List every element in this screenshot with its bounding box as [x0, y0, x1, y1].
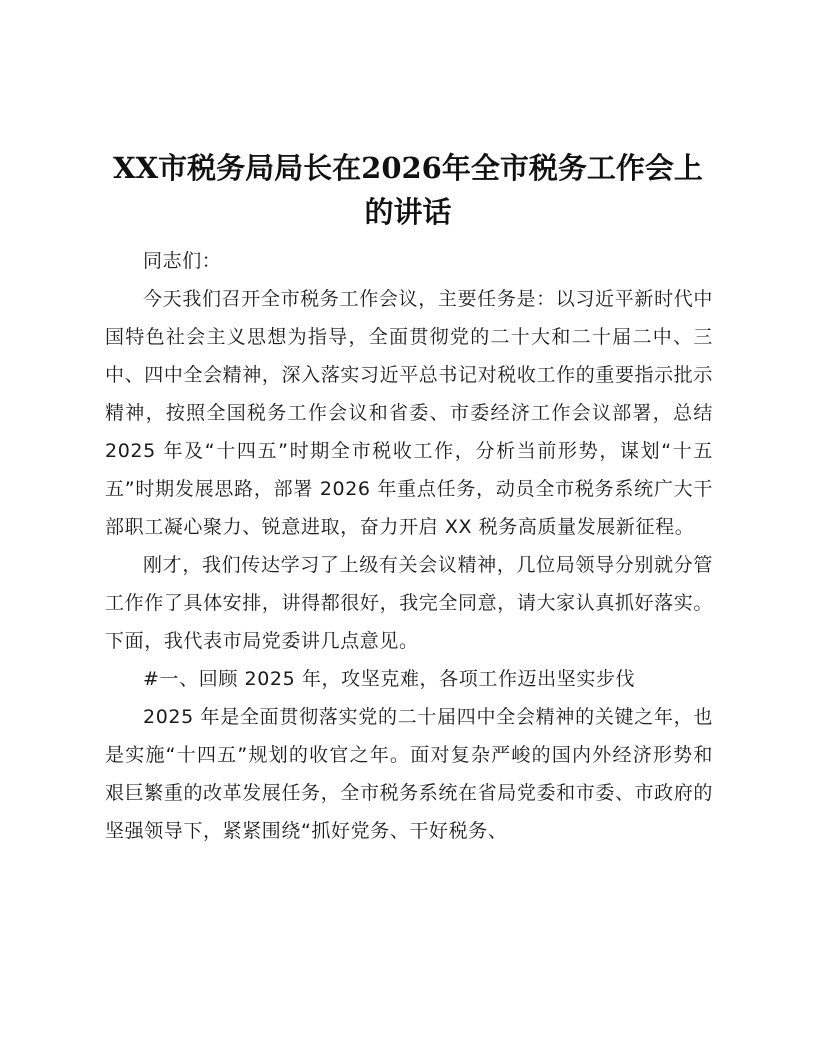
transition-paragraph: 刚才，我们传达学习了上级有关会议精神，几位局领导分别就分管工作作了具体安排，讲得都很好，我完全同意，请大家认真抓好落实。下面，我代表市局党委讲几点意见。 [105, 554, 713, 652]
review-paragraph: 2025 年是全面贯彻落实党的二十届四中全会精神的关键之年，也是实施“十四五”规划的收官之年。面对复杂严峻的国内外经济形势和艰巨繁重的改革发展任务，全市税务系统在省局党委和市委、市政府的坚强领导下，紧紧围绕“抓好党务、干好税务、 [105, 706, 713, 842]
document-title-line-2: 的讲话 [364, 195, 452, 229]
salutation-paragraph: 同志们： [143, 250, 222, 272]
document-title-line-1: XX市税务局局长在2026年全市税务工作会上 [113, 151, 703, 185]
document-body [105, 242, 713, 850]
document-title [100, 146, 716, 234]
section-heading: #一、回顾 2025 年，攻坚克难，各项工作迈出坚实步伐 [143, 668, 636, 690]
intro-paragraph: 今天我们召开全市税务工作会议，主要任务是：以习近平新时代中国特色社会主义思想为指导，全面贯彻党的二十大和二十届二中、三中、四中全会精神，深入落实习近平总书记对税收工作的重要指示批示精神，按照全国税务工作会议和省委、市委经济工作会议部署，总结 2025 年及“十四五”时期全市税收工作，分析当前形势，谋划“十五五”时期发展思路，部署 2026 年重点任务，动员全市税务系统广大干部职工凝心聚力、锐意进取，奋力开启 XX 税务高质量发展新征程。 [105, 288, 713, 538]
